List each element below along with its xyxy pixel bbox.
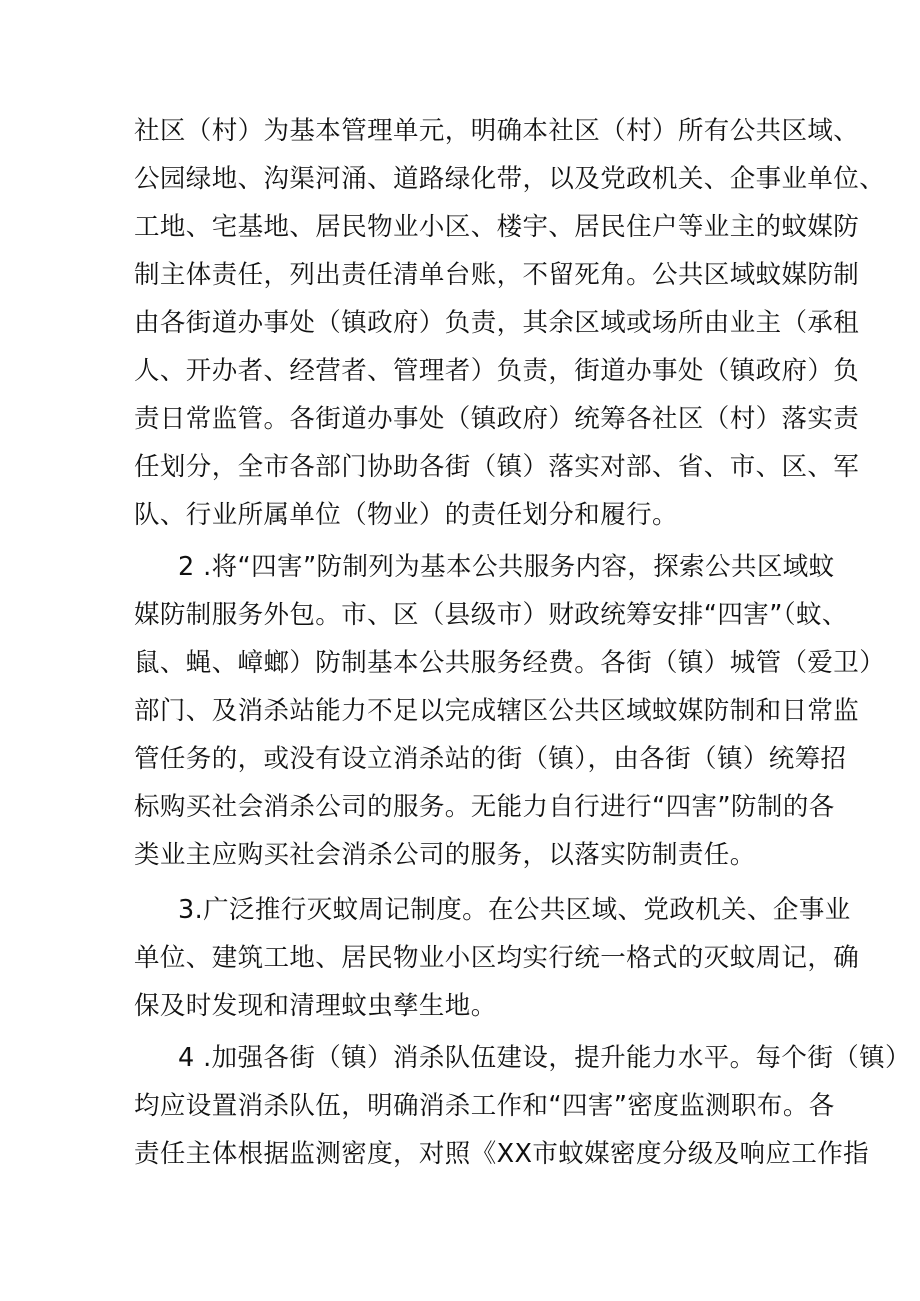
text-line: 类业主应购买社会消杀公司的服务，以落实防制责任。 xyxy=(134,840,756,870)
text-line: 单位、建筑工地、居民物业小区均实行统一格式的灭蚊周记，确 xyxy=(134,943,860,973)
text-line: 标购买社会消杀公司的服务。无能力自行进行“四害”防制的各 xyxy=(134,792,835,822)
text-line: 责任主体根据监测密度，对照《XX市蚊媒密度分级及响应工作指 xyxy=(134,1139,870,1169)
text-line: 任划分，全市各部门协助各街（镇）落实对部、省、市、区、军 xyxy=(134,452,860,482)
text-line: 部门、及消杀站能力不足以完成辖区公共区域蚊媒防制和日常监 xyxy=(134,696,860,726)
text-line: 管任务的，或没有设立消杀站的街（镇），由各街（镇）统筹招 xyxy=(134,744,847,774)
text-line: 工地、宅基地、居民物业小区、楼宇、居民住户等业主的蚊媒防 xyxy=(134,212,860,242)
text-line: 鼠、蝇、嶂螂）防制基本公共服务经费。各街（镇）城管（爱卫） xyxy=(134,648,886,678)
text-line: 公园绿地、沟渠河涌、道路绿化带，以及党政机关、企事业单位、 xyxy=(134,164,886,194)
text-line: 媒防制服务外包。市、区（县级市）财政统筹安排“四害”（蚊、 xyxy=(134,600,848,630)
text-line: 3.广泛推行灭蚊周记制度。在公共区域、党政机关、企事业 xyxy=(178,895,851,925)
text-line: 2 .将“四害”防制列为基本公共服务内容，探索公共区域蚊 xyxy=(178,552,835,582)
text-line: 社区（村）为基本管理单元，明确本社区（村）所有公共区域、 xyxy=(134,116,860,146)
text-line: 4 .加强各街（镇）消杀队伍建设，提升能力水平。每个街（镇） xyxy=(178,1043,911,1073)
text-line: 均应设置消杀队伍，明确消杀工作和“四害”密度监测职布。各 xyxy=(134,1091,835,1121)
text-line: 制主体责任，列出责任清单台账，不留死角。公共区域蚊媒防制 xyxy=(134,260,860,290)
text-line: 队、行业所属单位（物业）的责任划分和履行。 xyxy=(134,500,678,530)
text-line: 由各街道办事处（镇政府）负责，其余区域或场所由业主（承租 xyxy=(134,308,860,338)
text-line: 保及时发现和清理蚊虫孳生地。 xyxy=(134,991,497,1021)
text-line: 责日常监管。各街道办事处（镇政府）统筹各社区（村）落实责 xyxy=(134,404,860,434)
text-line: 人、开办者、经营者、管理者）负责，街道办事处（镇政府）负 xyxy=(134,356,860,386)
